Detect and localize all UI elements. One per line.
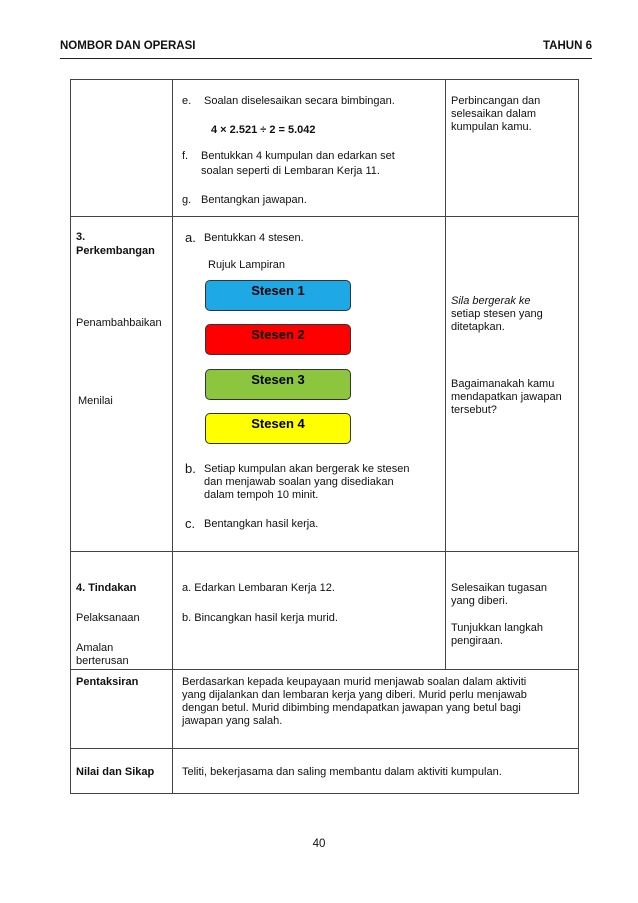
station-3-box	[205, 369, 351, 400]
station-1-box	[205, 280, 351, 311]
stage-cell	[71, 749, 173, 794]
assessment-label: Pentaksiran	[76, 676, 139, 688]
header-year: TAHUN 6	[543, 40, 592, 52]
station-2-box	[205, 324, 351, 355]
assessment-line: Berdasarkan kepada keupayaan murid menjawab soalan dalam aktiviti	[182, 676, 527, 688]
item-b-label: b.	[185, 461, 196, 476]
stage-sub: Penambahbaikan	[76, 317, 162, 329]
note-line: Bagaimanakah kamu	[451, 378, 555, 390]
stage-title: 4. Tindakan	[76, 582, 137, 594]
station-4-box	[205, 413, 351, 444]
note-line: setiap stesen yang	[451, 308, 543, 320]
item-c-label: c.	[185, 516, 196, 531]
station-label: Stesen 1	[251, 283, 305, 298]
assessment-line: jawapan yang salah.	[182, 715, 283, 727]
stage-cell	[71, 552, 173, 670]
station-label: Stesen 2	[251, 327, 305, 342]
activity-cell	[173, 217, 446, 552]
note-line: Sila bergerak ke	[451, 295, 531, 307]
item-f-label: f.	[182, 150, 189, 162]
note-line: ditetapkan.	[451, 321, 505, 333]
stage-number: 3.	[76, 231, 86, 243]
stage-cell	[71, 217, 173, 552]
assessment-line: dengan betul. Murid dibimbing mendapatkan jawapan yang betul bagi	[182, 702, 521, 714]
item-e-text: Soalan diselesaikan secara bimbingan.	[204, 95, 395, 107]
note-line: kumpulan kamu.	[451, 121, 532, 133]
note-line: Selesaikan tugasan	[451, 582, 548, 594]
stage-sub: Menilai	[78, 395, 113, 407]
note-cell	[446, 552, 579, 670]
activity-cell	[173, 552, 446, 670]
item-b-line3: dalam tempoh 10 minit.	[204, 489, 319, 501]
values-cell	[173, 749, 579, 794]
note-line: yang diberi.	[451, 595, 508, 607]
page-header	[60, 40, 592, 54]
stage-title: Perkembangan	[76, 245, 155, 257]
note-line: pengiraan.	[451, 635, 503, 647]
refer-text: Rujuk Lampiran	[208, 259, 286, 271]
item-b-text: b. Bincangkan hasil kerja murid.	[182, 612, 338, 624]
item-f-line1: Bentukkan 4 kumpulan dan edarkan set	[201, 150, 395, 162]
note-line: Tunjukkan langkah	[451, 622, 543, 634]
note-line: mendapatkan jawapan	[451, 391, 562, 403]
stage-sub: Pelaksanaan	[76, 612, 140, 624]
page-number: 40	[312, 838, 326, 850]
table-row	[71, 749, 579, 794]
header-rule	[60, 58, 592, 59]
table-row	[71, 80, 579, 217]
stage-sub: Amalan	[76, 642, 114, 654]
table-row	[71, 552, 579, 670]
table-row	[71, 670, 579, 749]
activity-cell	[173, 80, 446, 217]
table-row	[71, 217, 579, 552]
item-c-text: Bentangkan hasil kerja.	[204, 518, 319, 530]
lesson-plan-table	[70, 79, 579, 794]
item-b-line2: dan menjawab soalan yang disediakan	[204, 476, 394, 488]
item-a-text: a. Edarkan Lembaran Kerja 12.	[182, 582, 335, 594]
note-line: tersebut?	[451, 404, 497, 416]
note-line: selesaikan dalam	[451, 108, 536, 120]
note-line: Perbincangan dan	[451, 95, 541, 107]
station-label: Stesen 3	[251, 372, 305, 387]
assessment-line: yang dijalankan dan lembaran kerja yang diberi. Murid perlu menjawab	[182, 689, 527, 701]
note-cell	[446, 80, 579, 217]
item-b-line1: Setiap kumpulan akan bergerak ke stesen	[204, 463, 410, 475]
stage-cell	[71, 670, 173, 749]
station-label: Stesen 4	[251, 416, 305, 431]
equation: 4 × 2.521 ÷ 2 = 5.042	[211, 124, 316, 136]
item-a-label: a.	[185, 230, 196, 245]
item-g-text: Bentangkan jawapan.	[201, 194, 307, 206]
stage-cell	[71, 80, 173, 217]
values-text: Teliti, bekerjasama dan saling membantu dalam aktiviti kumpulan.	[182, 766, 502, 778]
item-g-label: g.	[182, 194, 192, 206]
item-e-label: e.	[182, 95, 192, 107]
stage-sub: berterusan	[76, 655, 129, 667]
item-f-line2: soalan seperti di Lembaran Kerja 11.	[201, 165, 380, 177]
header-title: NOMBOR DAN OPERASI	[60, 40, 196, 52]
item-a-text: Bentukkan 4 stesen.	[204, 232, 304, 244]
values-label: Nilai dan Sikap	[76, 766, 155, 778]
note-cell	[446, 217, 579, 552]
assessment-cell	[173, 670, 579, 749]
